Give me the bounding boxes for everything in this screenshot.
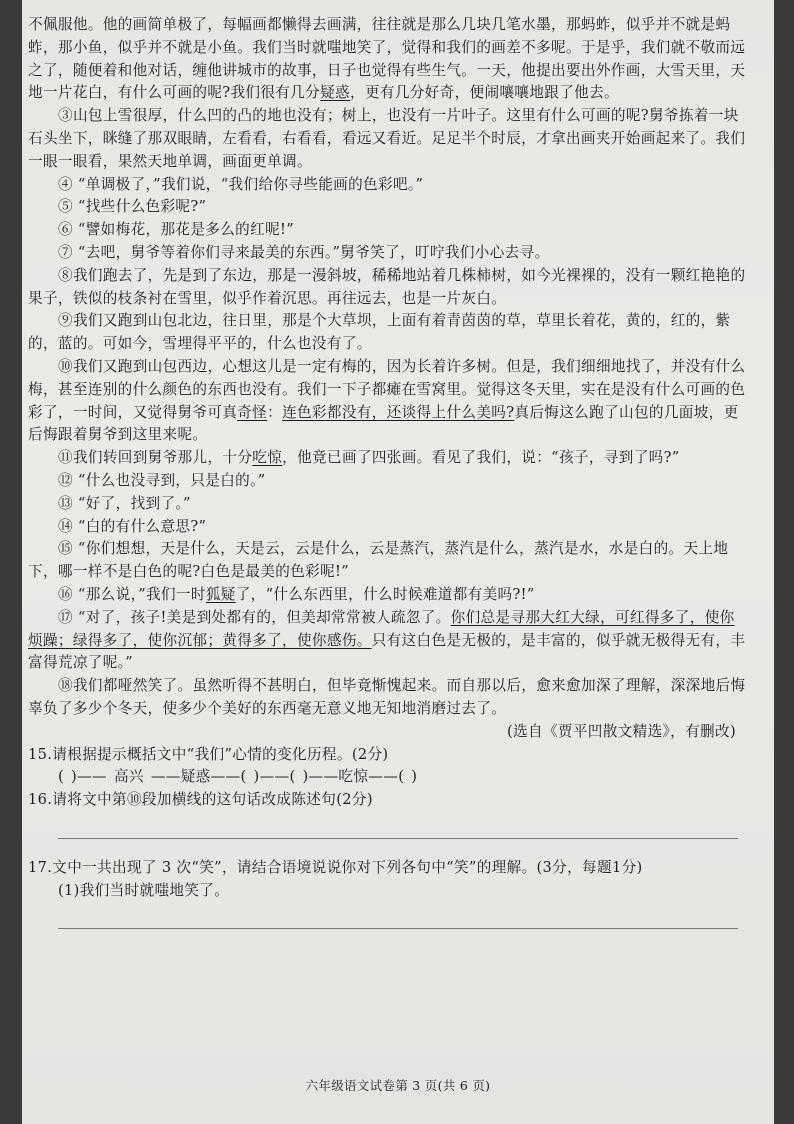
answer-line-17-1[interactable] [58, 928, 738, 929]
text-span: ，更有几分好奇，便闹嚷嚷地跟了他去。 [350, 84, 619, 102]
text-span: ⑩我们又跑到山包西边，心想这儿是一定有梅的，因为长着许多树。但是，我们细细地找了，并没有什么梅，甚至连别的什么颜色的东西也没有。我们一下子都瘫在雪窝里。觉得这冬天里，实在是没有什么可画的色彩了，一时间，又觉得舅爷可真 [28, 357, 746, 421]
exam-page [22, 0, 774, 1124]
underlined-word-chijing: 吃惊 [252, 449, 283, 467]
text-span: ⑪我们转回到舅爷那儿，十分 [58, 449, 253, 467]
underlined-sentence: 你们总是寻那大红大绿，可红得多了，使你烦躁；绿得多了，使你沉郁；黄得多了，使你感伤。 [28, 608, 735, 649]
paragraph-13: ⑬ “好了，找到了。” [58, 494, 191, 512]
text-span: 只有这白色是无极的，是丰富的，似乎就无极得无有，丰富得荒凉了呢。” [28, 631, 746, 672]
paragraph-14: ⑭ “白的有什么意思?” [58, 517, 207, 535]
text-span: 了，“什么东西里，什么时候难道都有美吗?!” [235, 585, 535, 603]
paragraph-16 [28, 584, 748, 607]
paragraph-6: ⑥ “譬如梅花，那花是多么的红呢!” [58, 221, 295, 239]
text-span: ： [267, 403, 283, 421]
paragraph-4: ④ “单调极了，”我们说，“我们给你寻些能画的色彩吧。” [58, 175, 424, 193]
text-span: ，他竟已画了四张画。看见了我们，说：“孩子，寻到了吗?” [282, 449, 680, 467]
paragraph-8: ⑧我们跑去了，先是到了东边，那是一漫斜坡，稀稀地站着几株柿树，如今光裸裸的，没有一颗红艳艳的果子，铁似的枝条衬在雪里，似乎作着沉思。再往远去，也是一片灰白。 [28, 266, 746, 307]
text-span: ⑯ “那么说，”我们一时 [58, 585, 206, 603]
underlined-word-huyi: 狐疑 [205, 585, 236, 603]
answer-line-16[interactable] [58, 838, 738, 839]
paragraph-15: ⑮ “你们想想，天是什么，天是云，云是什么，云是蒸汽，蒸汽是什么，蒸汽是水，水是白的。天上地下，哪一样不是白色的呢?白色是最美的色彩呢!” [28, 540, 729, 581]
paragraph-3: ③山包上雪很厚，什么凹的凸的地也没有；树上，也没有一片叶子。这里有什么可画的呢?舅爷拣着一块石头坐下，眯缝了那双眼睛，左看看，右看看，看远又看近。足足半个时辰，才拿出画夹开始画起来了。我们一眼一眼看，果然天地单调，画面更单调。 [28, 107, 746, 170]
paragraph-17 [28, 607, 748, 675]
underlined-word-qiguai: 奇怪 [237, 403, 268, 421]
paragraph-12: ⑫ “什么也没寻到，只是白的。” [58, 471, 266, 489]
question-15: 15.请根据提示概括文中“我们”心情的变化历程。(2分) [28, 745, 389, 763]
paragraph-9: ⑨我们又跑到山包北边，往日里，那是个大草坝，上面有着青茵茵的草，草里长着花，黄的，红的，紫的，蓝的。可如今，雪埋得平平的，什么也没有了。 [28, 312, 731, 353]
paragraph-10 [28, 356, 748, 447]
question-17-1: (1)我们当时就嗤地笑了。 [58, 881, 230, 899]
text-span: ⑰ “对了，孩子!美是到处都有的，但美却常常被人疏忽了。 [58, 608, 451, 626]
question-15-blanks[interactable]: ( )—— 高兴 ——疑惑——( )——( )——吃惊——( ) [58, 768, 418, 786]
underlined-sentence: 连色彩都没有，还谈得上什么美吗? [282, 403, 515, 421]
paragraph-18: ⑱我们都哑然笑了。虽然听得不甚明白，但毕竟惭愧起来。而自那以后，愈来愈加深了理解，深深地后悔辜负了多少个冬天，使多少个美好的东西毫无意义地无知地消磨过去了。 [28, 677, 746, 717]
text-span: 真后悔这么跑了山包的几面坡，更后悔跟着舅爷到这里来呢。 [28, 403, 739, 444]
page-footer: 六年级语文试卷第 3 页(共 6 页) [305, 1078, 491, 1093]
paragraph-5: ⑤ “找些什么色彩呢?” [58, 198, 207, 216]
paragraph-7: ⑦ “去吧，舅爷等着你们寻来最美的东西。”舅爷笑了，叮咛我们小心去寻。 [58, 243, 550, 261]
text-span: 不佩服他。他的画简单极了，每幅画都懒得去画满，往往就是那么几块几笔水墨，那蚂蚱，似乎并不就是蚂蚱，那小鱼，似乎并不就是小鱼。我们当时就嗤地笑了，觉得和我们的画差不多呢。于是乎，我们就不敬而远之了，随便着和他对话，缠他讲城市的故事，日子也觉得有些生气。一天，他提出要出外作画，大雪天里，天地一片花白，有什么可画的呢?我们很有几分 [28, 16, 746, 102]
paragraph-continued [28, 14, 748, 105]
underlined-word-yihuo: 疑惑 [320, 84, 350, 102]
source-citation: (选自《贾平凹散文精选》，有删改) [507, 722, 736, 740]
question-16: 16.请将文中第⑩段加横线的这句话改成陈述句(2分) [28, 791, 373, 809]
paragraph-11 [28, 447, 748, 470]
question-17: 17.文中一共出现了 3 次“笑”，请结合语境说说你对下列各句中“笑”的理解。(3分，每题1分) [28, 858, 643, 876]
